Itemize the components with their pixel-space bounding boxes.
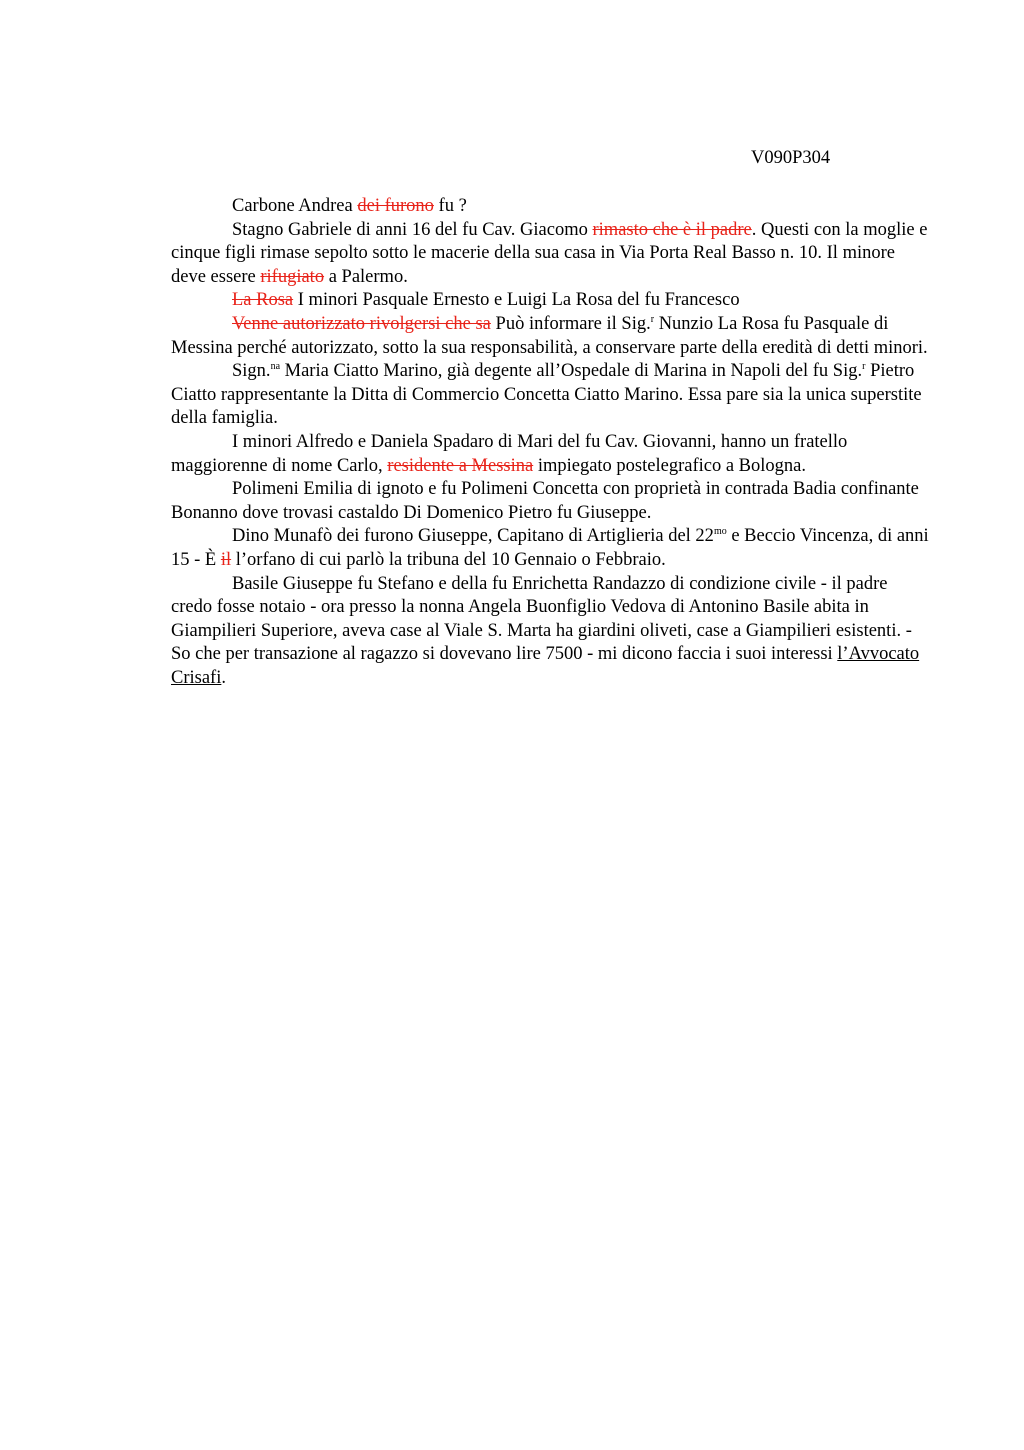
text-run: Nunzio La Rosa fu Pasquale di Messina perché autorizzato, sotto la sua responsabilità, a conservare parte della eredità di detti minori. [171,313,928,358]
superscript: na [270,361,281,373]
text-run: . Questi con la moglie e cinque figli rimase sepolto sotto le macerie della sua casa in Via Porta Real Basso n. 10. Il minore deve essere [171,219,928,287]
text-run: fu ? [433,196,467,216]
deleted-text: rimasto che è il padre [592,219,752,240]
underlined-text: l’Avvocato Crisafi [171,644,920,688]
paragraph-ciatto [171,360,931,431]
text-run: Maria Ciatto Marino, già degente all’Ospedale di Marina in Napoli del fu Sig. [280,361,863,382]
superscript: r [650,313,655,325]
deleted-text: il [220,549,232,570]
text-run: I minori Pasquale Ernesto e Luigi La Rosa del fu Francesco [293,290,740,311]
superscript: r [862,361,866,373]
document-body [171,195,931,690]
paragraph-polimeni [171,478,931,525]
text-run: . [221,667,226,688]
text-run: Pietro Ciatto rappresentante la Ditta di Commercio Concetta Ciatto Marino. Essa pare sia la unica superstite della famiglia. [171,361,922,429]
text-run: Carbone Andrea [232,196,358,216]
superscript: mo [713,526,727,538]
text-run: Dino Munafò dei furono Giuseppe, Capitano di Artiglieria del 22 [232,526,714,547]
deleted-text: rifugiato [260,266,325,287]
deleted-text: La Rosa [232,290,294,311]
text-run: a Palermo. [324,266,408,287]
text-run: Polimeni Emilia di ignoto e fu Polimeni Concetta con proprietà in contrada Badia confinante Bonanno dove trovasi castaldo Di Domenico Pietro fu Giuseppe. [171,479,919,523]
paragraph-basile [171,573,931,691]
paragraph-stagno [171,219,931,290]
text-run: Stagno Gabriele di anni 16 del fu Cav. Giacomo [232,219,593,240]
paragraph-munafo [171,525,931,572]
text-run: Basile Giuseppe fu Stefano e della fu Enrichetta Randazzo di condizione civile - il padre credo fosse notaio - ora presso la nonna Angela Buonfiglio Vedova di Antonino Basile abita in Giampilieri Superiore, aveva case al Viale S. Marta ha giardini oliveti, case a Giampilieri esistenti. - So che per transazione al ragazzo si dovevano lire 7500 - mi dicono faccia i suoi interessi [171,573,912,665]
paragraph-spadaro [171,431,931,478]
deleted-text: residente a Messina [387,455,534,476]
page-id: V090P304 [751,148,831,168]
paragraph-la-rosa [171,289,931,313]
paragraph-nunzio [171,313,931,360]
text-run: Sign. [232,361,271,382]
text-run: I minori Alfredo e Daniela Spadaro di Mari del fu Cav. Giovanni, hanno un fratello maggiorenne di nome Carlo, [171,431,848,476]
text-run: e Beccio Vincenza, di anni 15 - È [171,526,929,570]
text-run: impiegato postelegrafico a Bologna. [533,455,806,476]
text-run: Può informare il Sig. [490,313,651,334]
paragraph-carbone [171,195,931,219]
deleted-text: Venne autorizzato rivolgersi che sa [232,313,491,334]
text-run: l’orfano di cui parlò la tribuna del 10 Gennaio o Febbraio. [231,549,666,570]
deleted-text: dei furono [357,196,434,216]
